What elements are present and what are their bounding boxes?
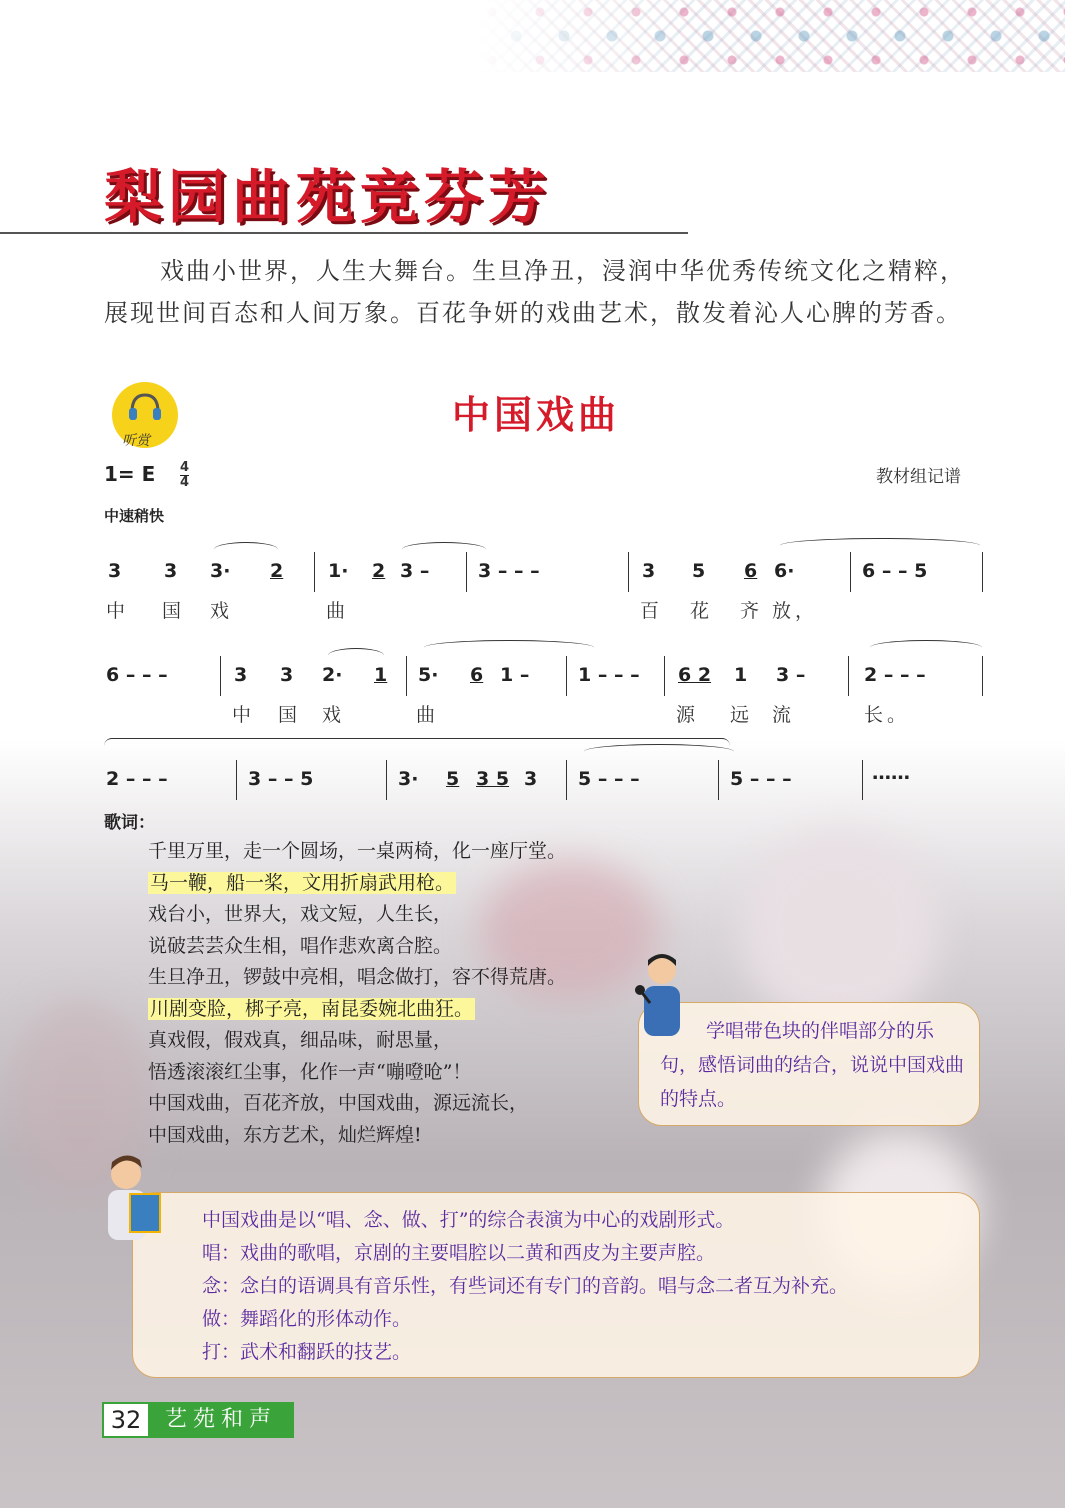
highlighted-lyrics: 马一鞭，船一桨，文用折扇武用枪。 bbox=[150, 871, 455, 894]
tempo-marking: 中速稍快 bbox=[104, 507, 165, 525]
note: 2· bbox=[322, 664, 343, 686]
note: 1· bbox=[328, 560, 349, 582]
note: 3 bbox=[524, 768, 538, 790]
tip-text-opera-facts bbox=[202, 1204, 962, 1369]
bar-line bbox=[566, 656, 567, 696]
photo-figure bbox=[740, 830, 940, 1030]
lyrics-line bbox=[148, 994, 566, 1026]
bar-line bbox=[848, 656, 849, 696]
bar-line bbox=[220, 656, 221, 696]
tip-line: 打：武术和翻跃的技艺。 bbox=[202, 1341, 412, 1363]
note: 6 – – – bbox=[106, 664, 168, 686]
note: 3 – bbox=[776, 664, 806, 686]
lyrics-line: 千里万里，走一个圆场，一桌两椅，化一座厅堂。 bbox=[148, 840, 567, 862]
tip-line: 做：舞蹈化的形体动作。 bbox=[202, 1308, 412, 1330]
time-signature: 4 4 bbox=[180, 460, 190, 490]
note: 6· bbox=[774, 560, 795, 582]
note: 2 bbox=[372, 560, 386, 582]
page-number: 32 bbox=[102, 1402, 150, 1438]
page-title: 梨园曲苑竞芬芳 bbox=[104, 163, 553, 231]
lyric: 曲 bbox=[416, 704, 440, 726]
tip-line: 唱：戏曲的歌唱，京剧的主要唱腔以二黄和西皮为主要声腔。 bbox=[202, 1242, 716, 1264]
note: 2 bbox=[270, 560, 284, 582]
tip-line: 中国戏曲是以“唱、念、做、打”的综合表演为中心的戏剧形式。 bbox=[202, 1209, 735, 1231]
bar-line bbox=[314, 552, 315, 592]
bar-line bbox=[850, 552, 851, 592]
lyric: 中 bbox=[232, 704, 256, 726]
lyrics-line: 戏台小，世界大，戏文短，人生长， bbox=[148, 903, 453, 925]
lyrics-list bbox=[148, 836, 566, 1151]
score-credit: 教材组记谱 bbox=[876, 467, 961, 487]
slur bbox=[402, 542, 486, 557]
decorative-pattern-banner bbox=[480, 0, 1065, 72]
note: 3 – – – bbox=[478, 560, 540, 582]
unit-name-tag: 艺苑和声 bbox=[148, 1402, 294, 1438]
reading-boy-icon bbox=[96, 1150, 176, 1250]
tip-line: 念：念白的语调具有音乐性，有些词还有专门的音韵。唱与念二者互为补充。 bbox=[202, 1275, 849, 1297]
note: 3 – bbox=[400, 560, 430, 582]
lyric: 戏 bbox=[322, 704, 346, 726]
highlighted-lyrics: 川剧变脸，梆子亮，南昆委婉北曲狂。 bbox=[150, 997, 474, 1020]
note: 1 – bbox=[500, 664, 530, 686]
slur bbox=[780, 538, 980, 553]
bar-line bbox=[406, 656, 407, 696]
note: 5 – – – bbox=[578, 768, 640, 790]
slur bbox=[870, 640, 982, 655]
note: 5 bbox=[692, 560, 706, 582]
note: 6 2 bbox=[678, 664, 712, 686]
bar-line bbox=[628, 552, 629, 592]
note: 6 bbox=[744, 560, 758, 582]
note: 6 – – 5 bbox=[862, 560, 928, 582]
slur bbox=[214, 542, 278, 557]
bar-line bbox=[718, 760, 719, 800]
bar-line bbox=[566, 760, 567, 800]
title-divider bbox=[0, 232, 688, 234]
note: 3· bbox=[210, 560, 231, 582]
bar-line bbox=[236, 760, 237, 800]
lyric: 源 bbox=[676, 704, 700, 726]
note: 1 bbox=[734, 664, 748, 686]
bar-line bbox=[664, 656, 665, 696]
note: 5 bbox=[446, 768, 460, 790]
lyrics-line bbox=[148, 868, 566, 900]
note: 1 – – – bbox=[578, 664, 640, 686]
lyric: 中 bbox=[106, 600, 130, 622]
slur bbox=[584, 744, 734, 759]
lyric: 花 bbox=[690, 600, 714, 622]
note: 3 – – 5 bbox=[248, 768, 314, 790]
bar-line bbox=[386, 760, 387, 800]
note: 5· bbox=[418, 664, 439, 686]
lyrics-label: 歌词： bbox=[104, 813, 155, 833]
bar-line bbox=[982, 552, 983, 592]
lyric: 流 bbox=[772, 704, 796, 726]
note: 5 – – – bbox=[730, 768, 792, 790]
lyric: 长。 bbox=[864, 704, 911, 726]
listen-badge bbox=[112, 382, 178, 448]
tip-text-singing: 学唱带色块的伴唱部分的乐句，感悟词曲的结合，说说中国戏曲的特点。 bbox=[660, 1020, 965, 1110]
note: 3 bbox=[164, 560, 178, 582]
lyrics-line: 说破芸芸众生相，唱作悲欢离合腔。 bbox=[148, 934, 453, 957]
note: 2 – – – bbox=[864, 664, 926, 686]
lyric: 国 bbox=[162, 600, 186, 622]
note: 3 bbox=[280, 664, 294, 686]
lyric: 国 bbox=[278, 704, 302, 726]
listen-label: 听赏 bbox=[122, 433, 150, 449]
slur bbox=[328, 648, 384, 663]
headphones-icon bbox=[127, 392, 163, 422]
note: 3 bbox=[642, 560, 656, 582]
note: 3 5 bbox=[476, 768, 510, 790]
note: 3 bbox=[108, 560, 122, 582]
song-title: 中国戏曲 bbox=[452, 392, 621, 437]
bar-line bbox=[982, 656, 983, 696]
lyrics-line: 生旦净丑，锣鼓中亮相，唱念做打，容不得荒唐。 bbox=[148, 966, 567, 988]
lyric: 戏 bbox=[210, 600, 234, 622]
lyric: 曲 bbox=[326, 600, 350, 622]
note: 3 bbox=[234, 664, 248, 686]
note: 2 – – – bbox=[106, 768, 168, 790]
lyrics-line: 悟透滚滚红尘事，化作一声“嘣噔呛”！ bbox=[148, 1060, 472, 1083]
lyric: 远 bbox=[730, 704, 754, 726]
note: 1 bbox=[374, 664, 388, 686]
note: 3· bbox=[398, 768, 419, 790]
lyric: 百 bbox=[640, 600, 664, 622]
continuation-dots: …… bbox=[872, 762, 910, 784]
bar-line bbox=[466, 552, 467, 592]
slur bbox=[424, 640, 594, 655]
bar-line bbox=[862, 760, 863, 800]
lyrics-line: 中国戏曲，百花齐放，中国戏曲，源远流长， bbox=[148, 1092, 529, 1114]
note: 6 bbox=[470, 664, 484, 686]
lyrics-line: 真戏假，假戏真，细品味，耐思量， bbox=[148, 1029, 453, 1051]
intro-paragraph: 戏曲小世界，人生大舞台。生旦净丑，浸润中华优秀传统文化之精粹，展现世间百态和人间万象。百花争妍的戏曲艺术，散发着沁人心脾的芳香。 bbox=[104, 257, 966, 327]
lyric: 齐 bbox=[740, 600, 764, 622]
lyric: 放， bbox=[772, 600, 819, 622]
key-signature: 1= E bbox=[104, 462, 156, 486]
lyrics-line: 中国戏曲，东方艺术，灿烂辉煌! bbox=[148, 1123, 422, 1146]
